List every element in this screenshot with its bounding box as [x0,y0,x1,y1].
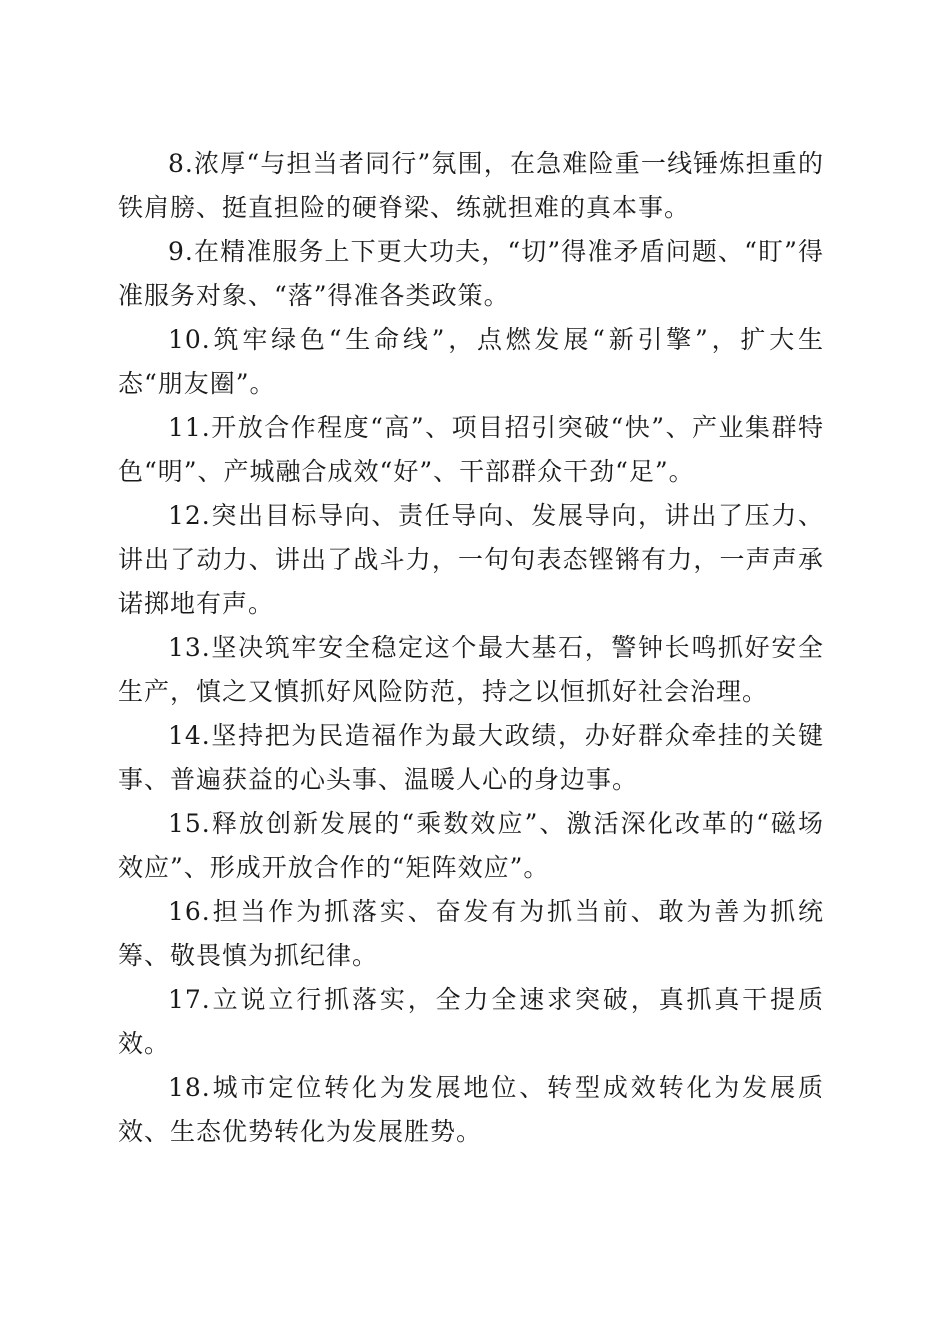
paragraph-18: 18.城市定位转化为发展地位、转型成效转化为发展质效、生态优势转化为发展胜势。 [118,1073,824,1146]
paragraph-8: 8.浓厚“与担当者同行”氛围，在急难险重一线锤炼担重的铁肩膀、挺直担险的硬脊梁、练就担难的真本事。 [118,149,824,222]
paragraph-9: 9.在精准服务上下更大功夫，“切”得准矛盾问题、“盯”得准服务对象、“落”得准各类政策。 [118,237,824,310]
paragraph-15: 15.释放创新发展的“乘数效应”、激活深化改革的“磁场效应”、形成开放合作的“矩阵效应”。 [118,809,824,882]
document-page [118,142,824,1154]
paragraph-13: 13.坚决筑牢安全稳定这个最大基石，警钟长鸣抓好安全生产，慎之又慎抓好风险防范，持之以恒抓好社会治理。 [118,633,824,706]
paragraph-17: 17.立说立行抓落实，全力全速求突破，真抓真干提质效。 [118,985,824,1058]
paragraph-12: 12.突出目标导向、责任导向、发展导向，讲出了压力、讲出了动力、讲出了战斗力，一句句表态铿锵有力，一声声承诺掷地有声。 [118,501,824,618]
paragraph-16: 16.担当作为抓落实、奋发有为抓当前、敢为善为抓统筹、敬畏慎为抓纪律。 [118,897,824,970]
paragraph-14: 14.坚持把为民造福作为最大政绩，办好群众牵挂的关键事、普遍获益的心头事、温暖人心的身边事。 [118,721,824,794]
paragraph-10: 10.筑牢绿色“生命线”，点燃发展“新引擎”，扩大生态“朋友圈”。 [118,325,824,398]
paragraph-11: 11.开放合作程度“高”、项目招引突破“快”、产业集群特色“明”、产城融合成效“好”、干部群众干劲“足”。 [118,413,824,486]
